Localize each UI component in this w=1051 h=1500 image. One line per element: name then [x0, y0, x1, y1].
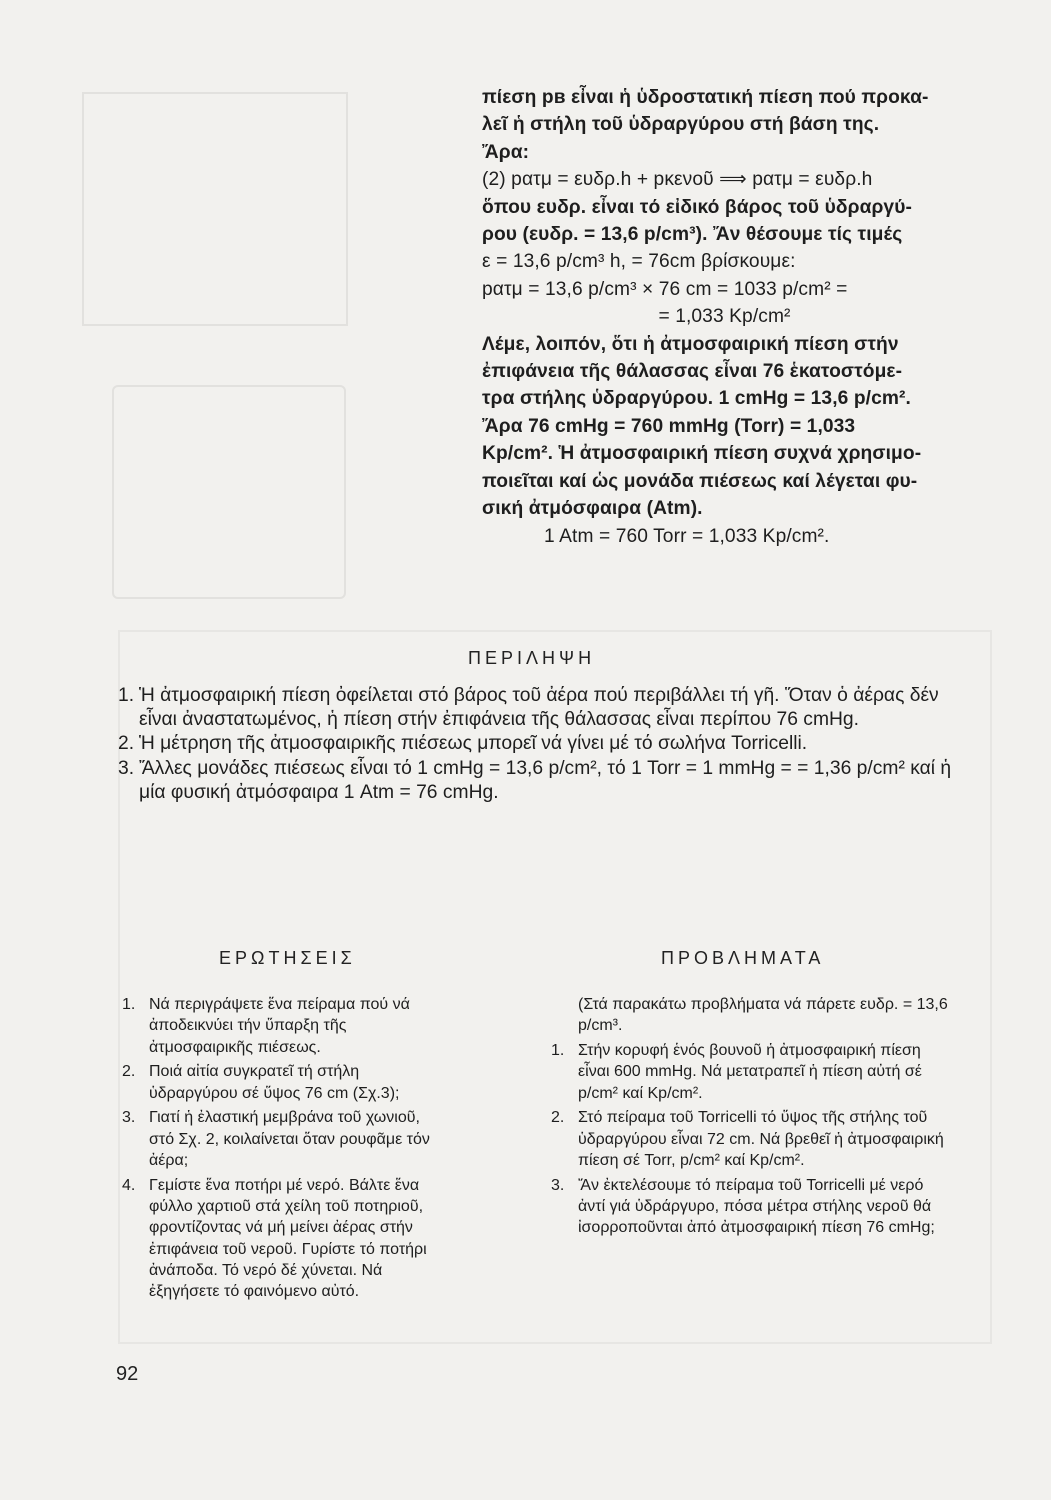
question-text: Γεμίστε ἕνα ποτήρι μέ νερό. Βάλτε ἕνα φύλλο χαρτιοῦ στά χείλη τοῦ ποτηριοῦ, φροντίζοντας νά μή μείνει ἀέρας στήν ἐπιφάνεια τοῦ νεροῦ. Γυρίστε τό ποτήρι ἀνάποδα. Τό νερό δέ χύνεται. Νά ἐξηγήσετε τό φαινόμενο αὐτό.: [149, 1176, 427, 1301]
problem-item: [551, 1107, 951, 1171]
problem-text: Στό πείραμα τοῦ Torricelli τό ὕψος τῆς στήλης τοῦ ὑδραργύρου εἶναι 72 cm. Νά βρεθεῖ ἡ ἀτμοσφαιρική πίεση σέ Torr, p/cm² καί Kp/cm².: [578, 1109, 944, 1170]
questions-heading: ΕΡΩΤΗΣΕΙΣ: [219, 948, 356, 968]
main-text-column: [482, 84, 967, 550]
problems-heading: ΠΡΟΒΛΗΜΑΤΑ: [661, 948, 825, 968]
text-line: πίεση pв εἶναι ἡ ὑδροστατική πίεση πού προκα-: [482, 87, 929, 108]
text-line: λεῖ ἡ στήλη τοῦ ὑδραργύρου στή βάση της.: [482, 114, 880, 136]
text-line: Λέμε, λοιπόν, ὅτι ἡ ἀτμοσφαιρική πίεση στήν: [482, 333, 899, 355]
problem-number: 2.: [551, 1109, 565, 1127]
text-line: Ἄρα:: [482, 141, 530, 163]
summary-item-text: Ἡ ἀτμοσφαιρική πίεση ὀφείλεται στό βάρος τοῦ ἀέρα πού περιβάλλει τή γῆ. Ὅταν ὁ ἀέρας δέν εἶναι ἀναστατωμένος, ἡ πίεση στήν ἐπιφάνεια τῆς θάλασσας εἶναι περίπου 76 cmHg.: [139, 685, 939, 731]
bleed-through-figure: [82, 92, 348, 326]
problems-list: [551, 994, 951, 1242]
summary-item: [118, 684, 970, 732]
equation-result: pατμ = 13,6 p/cm³ × 76 cm = 1033 p/cm² =: [482, 278, 848, 300]
question-item: [122, 994, 444, 1058]
page-number: 92: [116, 1363, 139, 1385]
text-line: τρα στήλης ὑδραργύρου. 1 cmHg = 13,6 p/cm².: [482, 388, 911, 410]
question-item: [122, 1061, 444, 1104]
summary-item-number: 1.: [118, 685, 135, 706]
question-item: [122, 1175, 444, 1303]
summary-item-number: 2.: [118, 733, 135, 755]
question-text: Γιατί ἡ ἐλαστική μεμβράνα τοῦ χωνιοῦ, στό Σχ. 2, κοιλαίνεται ὅταν ρουφᾶμε τόν ἀέρα;: [149, 1109, 430, 1170]
text-line: ἐπιφάνεια τῆς θάλασσας εἶναι 76 ἑκατοστόμε-: [482, 361, 903, 383]
bleed-through-figure: [112, 385, 346, 599]
problem-text: Ἄν ἐκτελέσουμε τό πείραμα τοῦ Torricelli μέ νερό ἀντί γιά ὑδράργυρο, πόσα μέτρα στήλης νεροῦ θά ἰσορροποῦνται ἀπό ἀτμοσφαιρική πίεση 76 cmHg;: [578, 1176, 935, 1237]
question-number: 3.: [122, 1109, 136, 1127]
problem-item: [551, 1175, 951, 1239]
summary-item-number: 3.: [118, 757, 135, 779]
text-line: Ἄρα 76 cmHg = 760 mmHg (Torr) = 1,033: [482, 415, 856, 437]
questions-list: [122, 994, 444, 1306]
question-number: 2.: [122, 1063, 136, 1081]
question-item: [122, 1107, 444, 1171]
summary-item: [118, 757, 970, 805]
summary-item-text: Ἡ μέτρηση τῆς ἀτμοσφαιρικῆς πιέσεως μπορεῖ νά γίνει μέ τό σωλήνα Torricelli.: [139, 733, 808, 755]
text-line: ὅπου ευδρ. εἶναι τό εἰδικό βάρος τοῦ ὑδραργύ-: [482, 196, 912, 218]
equation-result-cont: = 1,033 Kp/cm²: [658, 306, 791, 328]
text-line: ποιεῖται καί ὡς μονάδα πιέσεως καί λέγεται φυ-: [482, 470, 918, 492]
question-number: 1.: [122, 996, 136, 1013]
text-line: σική ἀτμόσφαιρα (Atm).: [482, 498, 703, 520]
problem-number: 3.: [551, 1176, 565, 1194]
summary-list: [118, 684, 970, 805]
problem-text: Στήν κορυφή ἑνός βουνοῦ ἡ ἀτμοσφαιρική πίεση εἶναι 600 mmHg. Νά μετατραπεῖ ἡ πίεση αὐτή σέ p/cm² καί Kp/cm².: [578, 1042, 922, 1102]
problem-item: [551, 1040, 951, 1104]
equation-2: (2) pατμ = ευδρ.h + pκενοῦ ⟹ pατμ = ευδρ.h: [482, 169, 873, 191]
text-line: Kp/cm². Ἡ ἀτμοσφαιρική πίεση συχνά χρησιμο-: [482, 443, 922, 465]
question-text: Νά περιγράψετε ἕνα πείραμα πού νά ἀποδεικνύει τήν ὕπαρξη τῆς ἀτμοσφαιρικῆς πιέσεως.: [149, 996, 410, 1056]
problems-intro: (Στά παρακάτω προβλήματα νά πάρετε ευδρ. = 13,6 p/cm³.: [578, 996, 948, 1035]
question-text: Ποιά αἰτία συγκρατεῖ τή στήλη ὑδραργύρου σέ ὕψος 76 cm (Σχ.3);: [149, 1063, 400, 1102]
problem-number: 1.: [551, 1042, 565, 1060]
equation-atm: 1 Atm = 760 Torr = 1,033 Kp/cm².: [544, 525, 830, 547]
summary-heading: ΠΕΡΙΛΗΨΗ: [468, 648, 596, 668]
question-number: 4.: [122, 1176, 136, 1194]
equation-values: ε = 13,6 p/cm³ h, = 76cm βρίσκουμε:: [482, 251, 796, 273]
summary-item: [118, 732, 970, 756]
text-line: ρου (ευδρ. = 13,6 p/cm³). Ἄν θέσουμε τίς τιμές: [482, 224, 903, 246]
summary-item-text: Ἄλλες μονάδες πιέσεως εἶναι τό 1 cmHg = 13,6 p/cm², τό 1 Torr = 1 mmHg = = 1,36 p/cm² καί ἡ μία φυσική ἀτμόσφαιρα 1 Atm = 76 cmHg.: [139, 757, 952, 803]
